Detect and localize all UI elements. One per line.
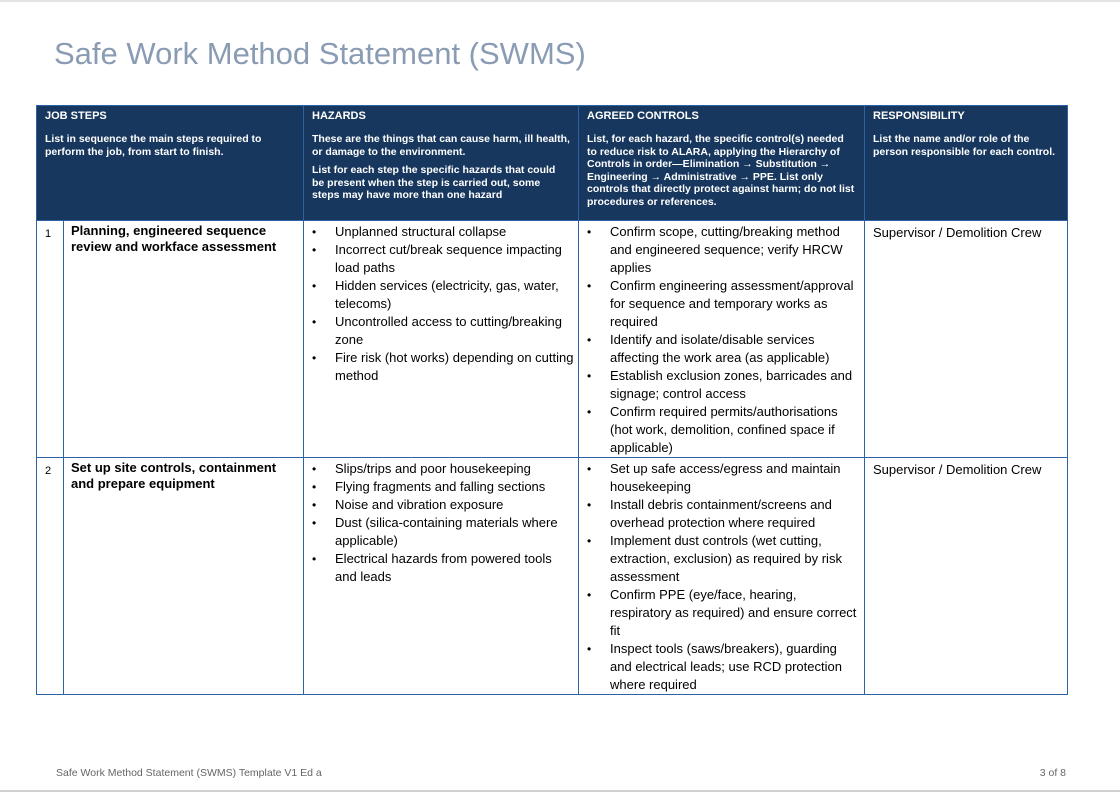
list-item <box>310 496 574 514</box>
bullet-icon: • <box>312 315 317 329</box>
responsibility-cell: Supervisor / Demolition Crew <box>865 458 1068 695</box>
list-item <box>310 550 574 586</box>
bullet-icon: • <box>312 498 317 512</box>
bullet-icon: • <box>312 516 317 530</box>
header-description: List, for each hazard, the specific control(s) needed to reduce risk to ALARA, applying the Hierarchy of Controls in order—Elimination → Substitution → Engineering → Administrative → PPE. List only controls that directly protect against harm; do not list procedures or references. <box>587 133 855 208</box>
list-item <box>585 367 860 403</box>
list-item <box>310 514 574 550</box>
swms-table <box>36 105 1068 695</box>
list-item-text: Fire risk (hot works) depending on cutting method <box>335 350 574 383</box>
list-item <box>310 223 574 241</box>
bullet-icon: • <box>587 642 592 656</box>
step-number: 1 <box>37 221 64 458</box>
bullet-icon: • <box>312 225 317 239</box>
list-item-text: Inspect tools (saws/breakers), guarding and electrical leads; use RCD protection where required <box>610 641 842 692</box>
list-item-text: Identify and isolate/disable services affecting the work area (as applicable) <box>610 332 830 365</box>
job-step: Set up site controls, containment and prepare equipment <box>64 458 304 695</box>
header-job-steps <box>37 106 304 221</box>
bullet-icon: • <box>587 498 592 512</box>
bullet-icon: • <box>587 225 592 239</box>
page-title: Safe Work Method Statement (SWMS) <box>54 36 586 71</box>
list-item <box>310 349 574 385</box>
job-step: Planning, engineered sequence review and workface assessment <box>64 221 304 458</box>
list-item-text: Noise and vibration exposure <box>335 497 504 512</box>
hazards-cell-list <box>310 223 574 385</box>
list-item <box>310 478 574 496</box>
controls-cell-list <box>585 223 860 457</box>
list-item <box>310 241 574 277</box>
list-item-text: Set up safe access/egress and maintain housekeeping <box>610 461 841 494</box>
list-item-text: Unplanned structural collapse <box>335 224 507 239</box>
list-item-text: Slips/trips and poor housekeeping <box>335 461 531 476</box>
list-item-text: Confirm engineering assessment/approval for sequence and temporary works as required <box>610 278 854 329</box>
list-item-text: Uncontrolled access to cutting/breaking zone <box>335 314 562 347</box>
footer-document-name: Safe Work Method Statement (SWMS) Template V1 Ed a <box>56 767 322 779</box>
list-item-text: Flying fragments and falling sections <box>335 479 546 494</box>
list-item <box>585 640 860 694</box>
hazards-cell-list <box>310 460 574 586</box>
list-item <box>585 223 860 277</box>
table-header-row <box>37 106 1068 221</box>
table-row <box>37 221 1068 458</box>
bullet-icon: • <box>312 552 317 566</box>
hazards-cell <box>304 221 579 458</box>
bullet-icon: • <box>587 588 592 602</box>
list-item-text: Establish exclusion zones, barricades and signage; control access <box>610 368 853 401</box>
list-item-text: Incorrect cut/break sequence impacting load paths <box>335 242 562 275</box>
list-item-text: Electrical hazards from powered tools and leads <box>335 551 552 584</box>
header-description: List for each step the specific hazards that could be present when the step is carried out, some steps may have more than one hazard <box>312 164 556 201</box>
header-description: These are the things that can cause harm, ill health, or damage to the environment. <box>312 133 570 158</box>
table-row <box>37 458 1068 695</box>
header-responsibility <box>865 106 1068 221</box>
header-title: JOB STEPS <box>45 110 107 122</box>
bullet-icon: • <box>312 480 317 494</box>
header-description: List the name and/or role of the person responsible for each control. <box>873 133 1056 158</box>
bullet-icon: • <box>587 333 592 347</box>
list-item <box>585 586 860 640</box>
hazards-cell <box>304 458 579 695</box>
page-edge-top <box>0 0 1120 2</box>
bullet-icon: • <box>312 243 317 257</box>
bullet-icon: • <box>587 369 592 383</box>
list-item-text: Dust (silica-containing materials where applicable) <box>335 515 558 548</box>
bullet-icon: • <box>587 534 592 548</box>
list-item <box>585 496 860 532</box>
controls-cell <box>579 458 865 695</box>
header-title: AGREED CONTROLS <box>587 110 699 122</box>
responsibility-cell: Supervisor / Demolition Crew <box>865 221 1068 458</box>
list-item-text: Confirm PPE (eye/face, hearing, respiratory as required) and ensure correct fit <box>610 587 857 638</box>
list-item-text: Confirm scope, cutting/breaking method and engineered sequence; verify HRCW applies <box>610 224 843 275</box>
header-description: List in sequence the main steps required to perform the job, from start to finish. <box>45 133 262 158</box>
list-item-text: Confirm required permits/authorisations (hot work, demolition, confined space if applicable) <box>610 404 838 455</box>
list-item <box>310 277 574 313</box>
bullet-icon: • <box>312 462 317 476</box>
bullet-icon: • <box>587 462 592 476</box>
list-item <box>585 460 860 496</box>
controls-cell <box>579 221 865 458</box>
bullet-icon: • <box>587 405 592 419</box>
header-hazards <box>304 106 579 221</box>
list-item <box>585 331 860 367</box>
list-item-text: Install debris containment/screens and overhead protection where required <box>610 497 832 530</box>
controls-cell-list <box>585 460 860 694</box>
list-item-text: Implement dust controls (wet cutting, extraction, exclusion) as required by risk assessment <box>610 533 842 584</box>
header-title: HAZARDS <box>312 110 366 122</box>
header-agreed-controls <box>579 106 865 221</box>
list-item-text: Hidden services (electricity, gas, water, telecoms) <box>335 278 559 311</box>
list-item <box>585 532 860 586</box>
list-item <box>310 460 574 478</box>
bullet-icon: • <box>312 351 317 365</box>
footer-page-number: 3 of 8 <box>1039 767 1066 779</box>
bullet-icon: • <box>312 279 317 293</box>
list-item <box>585 277 860 331</box>
bullet-icon: • <box>587 279 592 293</box>
list-item <box>310 313 574 349</box>
header-title: RESPONSIBILITY <box>873 110 965 122</box>
step-number: 2 <box>37 458 64 695</box>
list-item <box>585 403 860 457</box>
